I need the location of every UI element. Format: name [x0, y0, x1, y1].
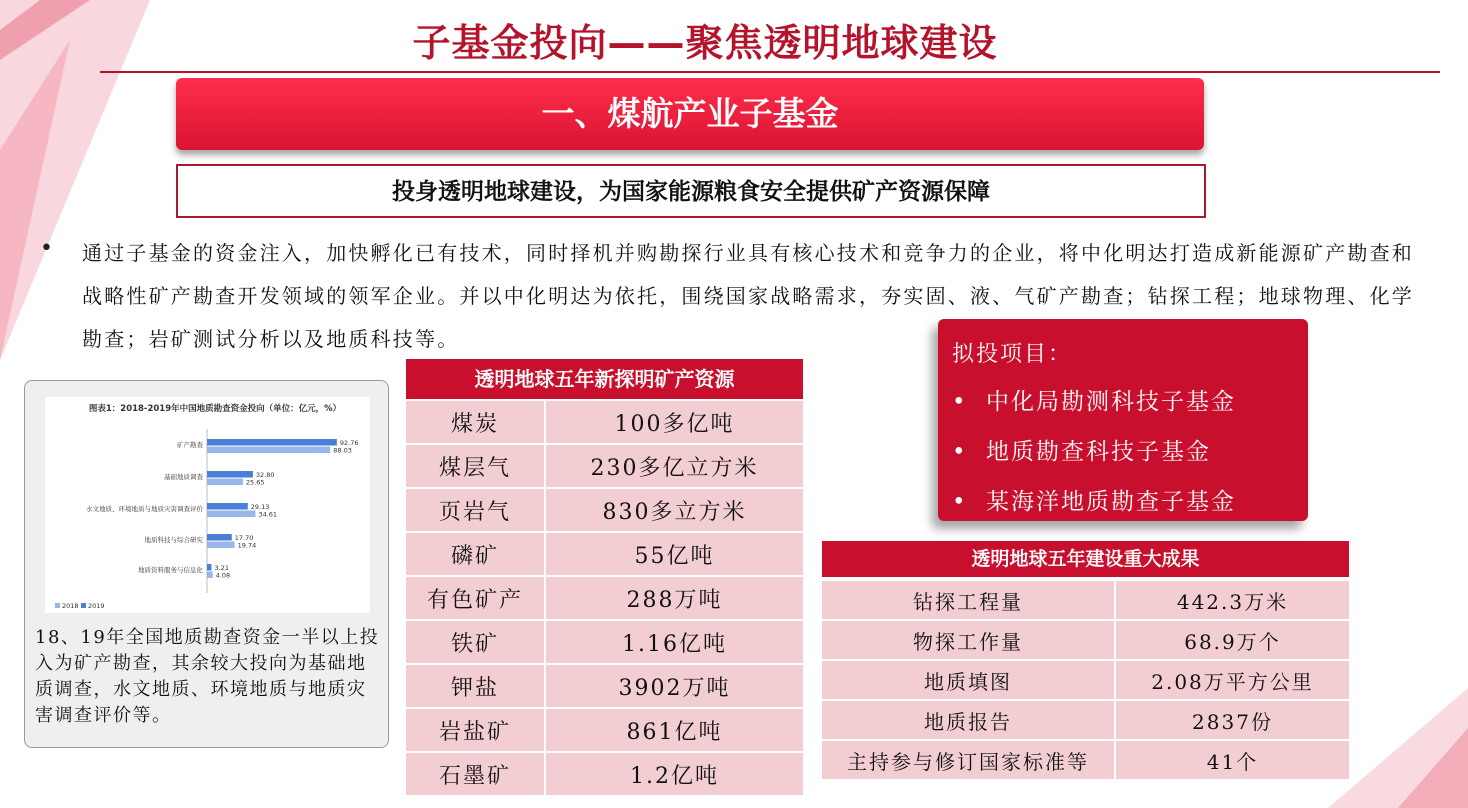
table-row: [822, 621, 1349, 661]
table-cell-value: 2.08万平方公里: [1116, 661, 1349, 701]
projects-title: 拟投项目：: [952, 342, 1073, 367]
data-label: 19.74: [237, 541, 257, 550]
data-label: 32.80: [255, 471, 275, 479]
bullet-symbol: •: [40, 236, 53, 261]
table-row: [406, 621, 803, 665]
bar: [207, 572, 213, 579]
table-cell-label: 页岩气: [406, 489, 546, 533]
section-banner: 一、煤航产业子基金: [176, 78, 1204, 150]
bar: [207, 564, 211, 571]
legend-swatch: [55, 603, 60, 608]
resources-table: [406, 401, 803, 797]
table-cell-value: 1.2亿吨: [546, 753, 803, 797]
achievements-table-header: 透明地球五年建设重大成果: [822, 541, 1349, 577]
table-cell-label: 主持参与修订国家标准等: [822, 741, 1116, 781]
table-cell-value: 830多立方米: [546, 489, 803, 533]
table-cell-label: 钾盐: [406, 665, 546, 709]
table-cell-label: 磷矿: [406, 533, 546, 577]
bar: [207, 447, 330, 454]
data-label: 3.21: [214, 564, 229, 572]
y-tick-label: 水文地质、环境地质与地质灾害调查评价: [86, 505, 203, 513]
chart-description: 18、19年全国地质勘查资金一半以上投入为矿产勘查，其余较大投向为基础地质调查，水文地质、环境地质与地质灾害调查评价等。: [35, 627, 380, 726]
table-cell-label: 有色矿产: [406, 577, 546, 621]
table-cell-value: 2837份: [1116, 701, 1349, 741]
section-subtitle: 投身透明地球建设，为国家能源粮食安全提供矿产资源保障: [176, 164, 1206, 218]
bullet-symbol: •: [952, 389, 968, 415]
table-cell-label: 铁矿: [406, 621, 546, 665]
table-cell-value: 55亿吨: [546, 533, 803, 577]
table-row: [822, 581, 1349, 621]
project-item: • 中化局勘测科技子基金: [952, 389, 1236, 415]
table-row: [406, 753, 803, 797]
table-cell-label: 钻探工程量: [822, 581, 1116, 621]
table-cell-label: 地质填图: [822, 661, 1116, 701]
decorative-shape-right: [1288, 688, 1468, 808]
y-tick-label: 基础地质调查: [164, 473, 203, 481]
table-cell-value: 230多亿立方米: [546, 445, 803, 489]
title-divider: [100, 71, 1440, 73]
data-label: 25.65: [245, 478, 265, 487]
table-row: [822, 701, 1349, 741]
table-row: [406, 709, 803, 753]
bar: [207, 439, 337, 446]
table-row: [406, 577, 803, 621]
data-label: 34.61: [258, 510, 278, 519]
bar: [207, 479, 243, 486]
bullet-symbol: •: [952, 489, 968, 515]
table-row: [822, 741, 1349, 781]
page-title: 子基金投向——聚焦透明地球建设: [412, 21, 998, 65]
table-row: [406, 445, 803, 489]
table-cell-label: 岩盐矿: [406, 709, 546, 753]
y-tick-label: 矿产勘查: [177, 441, 203, 449]
data-label: 17.70: [234, 534, 254, 542]
bar: [207, 503, 248, 510]
proposed-projects-box: [938, 319, 1308, 521]
bar: [207, 542, 235, 549]
bullet-symbol: •: [952, 439, 968, 465]
table-cell-value: 41个: [1116, 741, 1349, 781]
chart-card: [24, 380, 389, 748]
y-tick-label: 地质资料服务与信息化: [138, 566, 203, 574]
data-label: 4.08: [215, 571, 231, 580]
table-row: [406, 665, 803, 709]
bar: [207, 471, 253, 478]
legend-label: 2019: [88, 602, 105, 610]
table-cell-label: 煤炭: [406, 401, 546, 445]
data-label: 92.76: [339, 439, 359, 447]
table-cell-label: 地质报告: [822, 701, 1116, 741]
bar: [207, 511, 255, 518]
bar-chart: [25, 381, 390, 621]
table-row: [822, 661, 1349, 701]
table-cell-label: 物探工作量: [822, 621, 1116, 661]
data-label: 29.13: [250, 503, 270, 511]
bullet-paragraph: 通过子基金的资金注入，加快孵化已有技术，同时择机并购勘探行业具有核心技术和竞争力的企业，将中化明达打造成新能源矿产勘查和战略性矿产勘查开发领域的领军企业。并以中化明达为依托，围绕国家战略需求，夯实固、液、气矿产勘查；钻探工程；地球物理、化学勘查；岩矿测试分析以及地质科技等。: [82, 241, 1414, 351]
resources-table-header: 透明地球五年新探明矿产资源: [406, 359, 803, 399]
table-cell-value: 100多亿吨: [546, 401, 803, 445]
table-cell-value: 1.16亿吨: [546, 621, 803, 665]
legend-label: 2018: [62, 602, 79, 610]
data-label: 88.03: [333, 446, 352, 455]
y-tick-label: 地质科技与综合研究: [144, 536, 203, 544]
achievements-table: [822, 581, 1349, 781]
table-row: [406, 489, 803, 533]
table-cell-value: 68.9万个: [1116, 621, 1349, 661]
table-cell-value: 442.3万米: [1116, 581, 1349, 621]
table-cell-label: 煤层气: [406, 445, 546, 489]
table-cell-label: 石墨矿: [406, 753, 546, 797]
bar: [207, 534, 232, 541]
project-item: • 某海洋地质勘查子基金: [952, 489, 1236, 515]
table-cell-value: 3902万吨: [546, 665, 803, 709]
chart-title: 图表1：2018-2019年中国地质勘查资金投向（单位：亿元，%）: [88, 404, 342, 414]
table-row: [406, 401, 803, 445]
project-item: • 地质勘查科技子基金: [952, 439, 1211, 465]
table-cell-value: 288万吨: [546, 577, 803, 621]
legend-swatch: [81, 603, 86, 608]
table-row: [406, 533, 803, 577]
table-cell-value: 861亿吨: [546, 709, 803, 753]
